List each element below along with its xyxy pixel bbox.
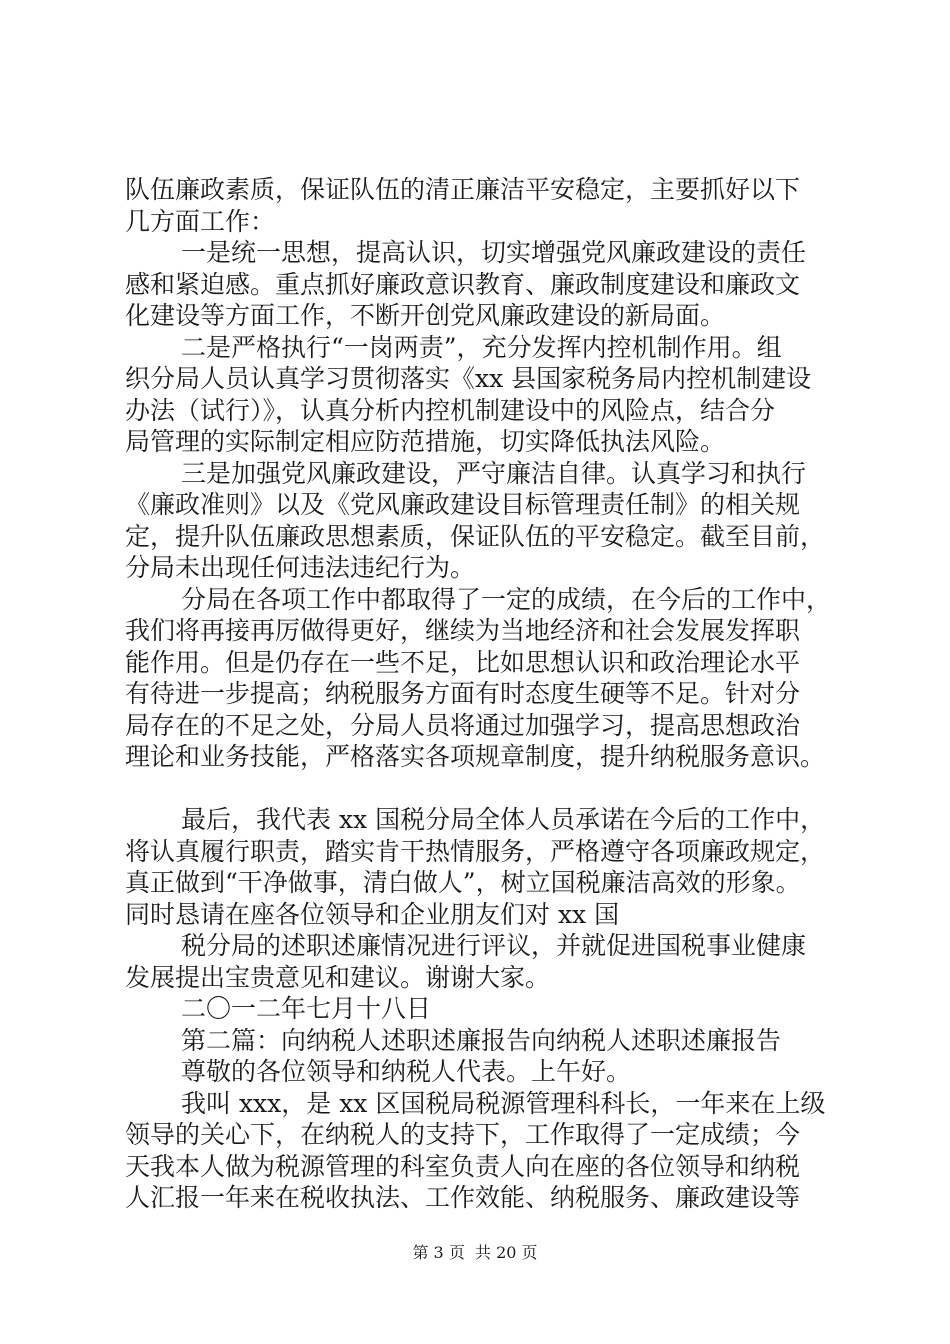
page-footer bbox=[0, 1243, 950, 1263]
text-line: 二〇一二年七月十八日 bbox=[181, 994, 432, 1023]
text-line: 《廉政准则》以及《党风廉政建设目标管理责任制》的相关规 bbox=[125, 490, 801, 519]
text-line: 三是加强党风廉政建设，严守廉洁自律。认真学习和执行 bbox=[181, 458, 807, 488]
text-line: 二是严格执行“一岗两责”，充分发挥内控机制作用。组 bbox=[181, 332, 782, 362]
text-line: 局存在的不足之处，分局人员将通过加强学习，提高思想政治 bbox=[125, 710, 801, 740]
text-line: 分局未出现任何违法违纪行为。 bbox=[125, 553, 476, 582]
page-number-label: 第 3 页 共 20 页 bbox=[412, 1243, 538, 1262]
text-line: 队伍廉政素质，保证队伍的清正廉洁平安稳定，主要抓好以下 bbox=[125, 175, 801, 204]
text-line: 一是统一思想，提高认识，切实增强党风廉政建设的责任 bbox=[181, 238, 807, 267]
text-line: 第二篇：向纳税人述职述廉报告向纳税人述职述廉报告 bbox=[181, 1025, 782, 1055]
text-line: 能作用。但是仍存在一些不足，比如思想认识和政治理论水平 bbox=[125, 647, 801, 677]
text-line: 几方面工作： bbox=[125, 206, 276, 236]
text-line: 局管理的实际制定相应防范措施，切实降低执法风险。 bbox=[125, 427, 726, 456]
text-line: 发展提出宝贵意见和建议。谢谢大家。 bbox=[125, 962, 551, 992]
text-line: 定，提升队伍廉政思想素质，保证队伍的平安稳定。截至目前， bbox=[125, 521, 826, 551]
text-line: 天我本人做为税源管理的科室负责人向在座的各位领导和纳税 bbox=[125, 1151, 801, 1181]
text-line: 人汇报一年来在税收执法、工作效能、纳税服务、廉政建设等 bbox=[125, 1183, 801, 1212]
text-line bbox=[125, 773, 845, 805]
text-line: 领导的关心下，在纳税人的支持下，工作取得了一定成绩；今 bbox=[125, 1120, 801, 1149]
text-line: 真正做到“干净做事，清白做人”，树立国税廉洁高效的形象。 bbox=[125, 868, 801, 897]
text-line: 化建设等方面工作，不断开创党风廉政建设的新局面。 bbox=[125, 301, 726, 330]
document-body bbox=[125, 174, 845, 1214]
text-line: 办法（试行）》，认真分析内控机制建设中的风险点，结合分 bbox=[125, 395, 776, 425]
text-line: 织分局人员认真学习贯彻落实《xx 县国家税务局内控机制建设 bbox=[125, 364, 812, 393]
text-line: 理论和业务技能，严格落实各项规章制度，提升纳税服务意识。 bbox=[125, 742, 826, 771]
text-line: 尊敬的各位领导和纳税人代表。上午好。 bbox=[181, 1057, 632, 1086]
text-line: 分局在各项工作中都取得了一定的成绩，在今后的工作中， bbox=[181, 584, 832, 614]
text-line: 税分局的述职述廉情况进行评议，并就促进国税事业健康 bbox=[181, 931, 807, 960]
text-line: 最后，我代表 xx 国税分局全体人员承诺在今后的工作中， bbox=[181, 805, 826, 834]
text-line: 将认真履行职责，踏实肯干热情服务，严格遵守各项廉政规定， bbox=[125, 836, 826, 866]
text-line: 我叫 xxx，是 xx 区国税局税源管理科科长，一年来在上级 bbox=[181, 1088, 826, 1118]
text-line: 我们将再接再厉做得更好，继续为当地经济和社会发展发挥职 bbox=[125, 616, 801, 645]
text-line: 有待进一步提高；纳税服务方面有时态度生硬等不足。针对分 bbox=[125, 679, 801, 708]
text-line: 同时恳请在座各位领导和企业朋友们对 xx 国 bbox=[125, 899, 620, 929]
text-line: 感和紧迫感。重点抓好廉政意识教育、廉政制度建设和廉政文 bbox=[125, 269, 801, 299]
